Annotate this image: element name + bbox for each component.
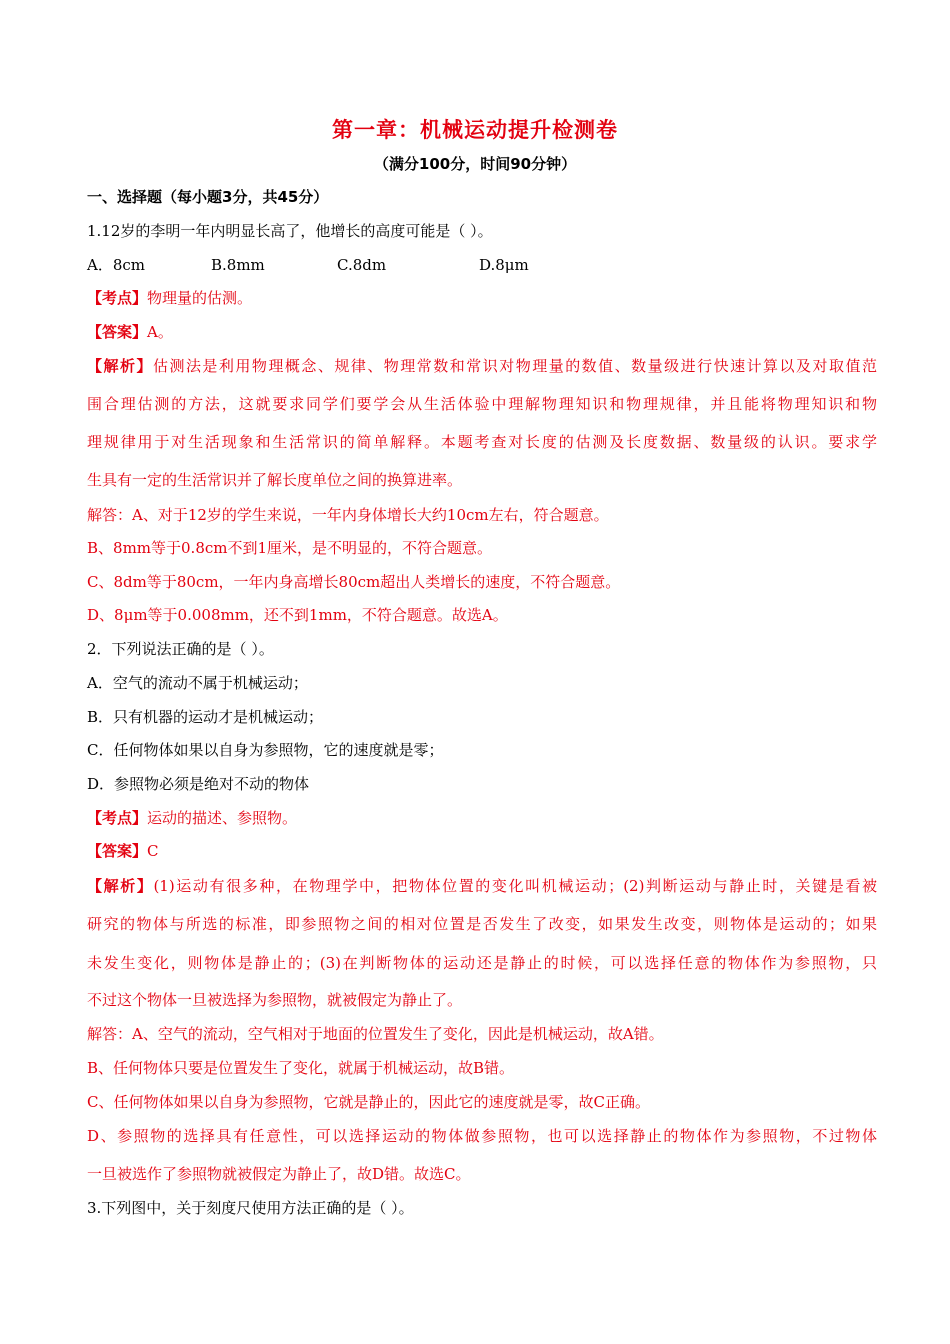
option-b: B.8mm xyxy=(211,256,265,274)
q2-analysis-line: 研究的物体与所选的标准，即参照物之间的相对位置是否发生了改变，如果发生改变，则物体是运动的；如果 xyxy=(87,915,877,933)
q2-option-d: D．参照物必须是绝对不动的物体 xyxy=(87,775,310,793)
option-c: C.8dm xyxy=(337,256,387,274)
q2-analysis-line: 【解析】(1)运动有很多种，在物理学中，把物体位置的变化叫机械运动；(2)判断运动与静止时，关键是看被 xyxy=(87,877,877,895)
q2-solution-line: B、任何物体只要是位置发生了变化，就属于机械运动，故B错。 xyxy=(87,1059,515,1077)
q2-kaodian: 【考点】运动的描述、参照物。 xyxy=(87,809,298,827)
question-1: 1.12岁的李明一年内明显长高了，他增长的高度可能是（ ）。 xyxy=(87,222,493,240)
q1-analysis-line: 理规律用于对生活现象和生活常识的简单解释。本题考查对长度的估测及长度数据、数量级的认识。要求学 xyxy=(87,433,877,451)
q2-analysis-line: 不过这个物体一旦被选择为参照物，就被假定为静止了。 xyxy=(87,991,463,1009)
q2-option-b: B．只有机器的运动才是机械运动； xyxy=(87,708,324,726)
option-a: A．8cm xyxy=(87,256,146,274)
q2-solution-line: 解答：A、空气的流动，空气相对于地面的位置发生了变化，因此是机械运动，故A错。 xyxy=(87,1025,664,1043)
q1-solution-line: C、8dm等于80cm，一年内身高增长80cm超出人类增长的速度，不符合题意。 xyxy=(87,573,621,591)
q2-analysis-line: 未发生变化，则物体是静止的；(3)在判断物体的运动还是静止的时候，可以选择任意的物体作为参照物，只 xyxy=(87,954,877,972)
q1-solution-line: D、8μm等于0.008mm，还不到1mm，不符合题意。故选A。 xyxy=(87,606,508,624)
page-title: 第一章：机械运动提升检测卷 xyxy=(332,118,618,142)
q1-analysis-line: 【解析】估测法是利用物理概念、规律、物理常数和常识对物理量的数值、数量级进行快速计算以及对取值范 xyxy=(87,357,877,375)
q1-kaodian: 【考点】物理量的估测。 xyxy=(87,289,253,307)
q1-solution-line: 解答：A、对于12岁的学生来说，一年内身体增长大约10cm左右，符合题意。 xyxy=(87,506,609,524)
q1-solution-line: B、8mm等于0.8cm不到1厘米，是不明显的，不符合题意。 xyxy=(87,539,493,557)
page-subtitle: （满分100分，时间90分钟） xyxy=(373,155,577,173)
question-2: 2．下列说法正确的是（ ）。 xyxy=(87,640,274,658)
q2-option-a: A．空气的流动不属于机械运动； xyxy=(87,674,308,692)
q2-answer: 【答案】C xyxy=(87,842,159,860)
section-heading: 一、选择题（每小题3分，共45分） xyxy=(87,188,329,206)
q2-option-c: C．任何物体如果以自身为参照物，它的速度就是零； xyxy=(87,741,444,759)
q1-analysis-line: 生具有一定的生活常识并了解长度单位之间的换算进率。 xyxy=(87,471,463,489)
q2-solution-line: 一旦被选作了参照物就被假定为静止了，故D错。故选C。 xyxy=(87,1165,471,1183)
option-d: D.8μm xyxy=(479,256,529,274)
q1-analysis-line: 围合理估测的方法，这就要求同学们要学会从生活体验中理解物理知识和物理规律，并且能将物理知识和物 xyxy=(87,395,877,413)
q2-solution-line: D、参照物的选择具有任意性，可以选择运动的物体做参照物，也可以选择静止的物体作为参照物，不过物体 xyxy=(87,1127,877,1145)
question-3: 3.下列图中，关于刻度尺使用方法正确的是（ ）。 xyxy=(87,1199,414,1217)
q2-solution-line: C、任何物体如果以自身为参照物，它就是静止的，因此它的速度就是零，故C正确。 xyxy=(87,1093,650,1111)
q1-answer: 【答案】A。 xyxy=(87,323,173,341)
